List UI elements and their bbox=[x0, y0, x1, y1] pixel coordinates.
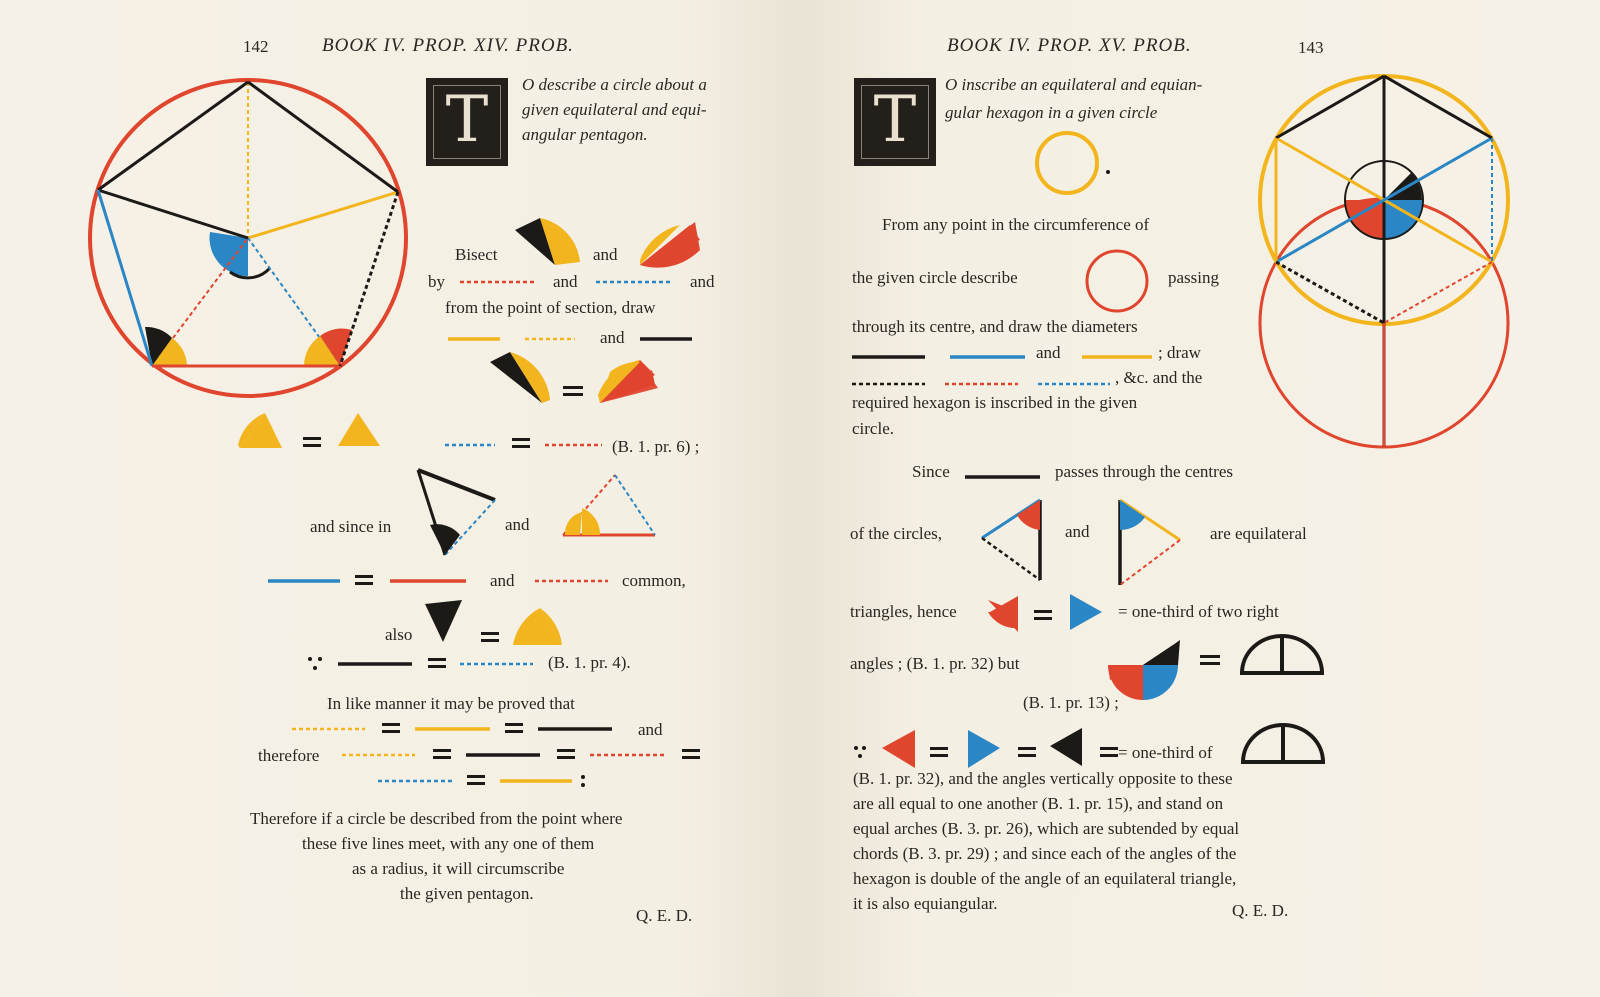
and-word: and bbox=[1036, 343, 1061, 362]
hence-row-glyphs bbox=[988, 594, 1102, 632]
qed-left: Q. E. D. bbox=[636, 906, 693, 925]
body-line-2: are all equal to one another (B. 1. pr. 15), and stand on bbox=[853, 794, 1224, 813]
common-lines-row bbox=[268, 575, 608, 585]
etc-and-the: , &c. and the bbox=[1115, 368, 1203, 387]
conclusion-line-3: as a radius, it will circumscribe bbox=[352, 859, 565, 878]
given-circle-glyph bbox=[1037, 133, 1097, 193]
common-word: common, bbox=[622, 571, 686, 590]
one-third-two-right: = one-third of two right bbox=[1118, 602, 1279, 621]
qed-right: Q. E. D. bbox=[1232, 901, 1289, 920]
reference-b1-pr13: (B. 1. pr. 13) ; bbox=[1023, 693, 1119, 712]
like-manner-line: In like manner it may be proved that bbox=[327, 694, 575, 713]
running-header-left: BOOK IV. PROP. XIV. PROB. bbox=[322, 35, 574, 56]
conclusion-line-4: the given pentagon. bbox=[400, 884, 534, 903]
right-page bbox=[800, 0, 1600, 997]
through-centre-line: through its centre, and draw the diameters bbox=[852, 317, 1138, 336]
pentagon-circumscribed-figure bbox=[90, 80, 406, 396]
page-number-left: 142 bbox=[243, 37, 269, 56]
since-in-triangles bbox=[418, 470, 655, 555]
therefore-word: therefore bbox=[258, 746, 320, 765]
are-equilateral: are equilateral bbox=[1210, 524, 1307, 543]
page-number-right: 143 bbox=[1298, 38, 1324, 57]
body-line-5: hexagon is double of the angle of an equilateral triangle, bbox=[853, 869, 1237, 888]
and-word: and bbox=[505, 515, 530, 534]
body-line-1: (B. 1. pr. 32), and the angles vertically opposite to these bbox=[853, 769, 1233, 788]
passing-word: passing bbox=[1168, 268, 1219, 287]
dropcap-letter: T bbox=[445, 83, 489, 157]
intro-line-1: O inscribe an equilateral and equian- bbox=[945, 75, 1203, 94]
yellow-triangles-row bbox=[238, 413, 602, 448]
and-word: and bbox=[593, 245, 618, 264]
from-any-point-line: From any point in the circumference of bbox=[882, 215, 1150, 234]
of-the-circles: of the circles, bbox=[850, 524, 943, 543]
and-word: and bbox=[600, 328, 625, 347]
dropcap-left bbox=[426, 78, 508, 166]
circle-word: circle. bbox=[852, 419, 894, 438]
three-angles-glyph bbox=[1108, 636, 1322, 700]
by-word: by bbox=[428, 272, 445, 291]
reference-b1-pr6: (B. 1. pr. 6) ; bbox=[612, 437, 700, 456]
intro-line-1: O describe a circle about a bbox=[522, 75, 707, 94]
passes-through-line: passes through the centres bbox=[1055, 462, 1233, 481]
also-word: also bbox=[385, 625, 413, 644]
body-line-6: it is also equiangular. bbox=[853, 894, 998, 913]
also-row-glyphs bbox=[425, 600, 562, 645]
conclusion-line-2: these five lines meet, with any one of them bbox=[302, 834, 595, 853]
triangles-hence: triangles, hence bbox=[850, 602, 957, 621]
from-point-line: from the point of section, draw bbox=[445, 298, 656, 317]
angle-equality-row bbox=[490, 352, 658, 403]
diameter-swatches bbox=[852, 357, 1152, 384]
reference-b1-pr4: (B. 1. pr. 4). bbox=[548, 653, 631, 672]
body-line-4: chords (B. 3. pr. 29) ; and since each of the angles of the bbox=[853, 844, 1237, 863]
hexagon-inscribed-figure bbox=[1260, 76, 1508, 447]
and-word: and bbox=[1065, 522, 1090, 541]
required-line: required hexagon is inscribed in the given bbox=[852, 393, 1138, 412]
and-word: and bbox=[553, 272, 578, 291]
angles-ref-line: angles ; (B. 1. pr. 32) but bbox=[850, 654, 1020, 673]
dropcap-letter: T bbox=[873, 83, 917, 157]
dropcap-right bbox=[854, 78, 936, 166]
given-circle-describe: the given circle describe bbox=[852, 268, 1018, 287]
conclusion-line-1: Therefore if a circle be described from the point where bbox=[250, 809, 623, 828]
draw-word: ; draw bbox=[1158, 343, 1201, 362]
bisect-word: Bisect bbox=[455, 245, 498, 264]
and-word: and bbox=[638, 720, 663, 739]
body-line-3: equal arches (B. 3. pr. 26), which are subtended by equal bbox=[853, 819, 1240, 838]
describe-circle-glyph bbox=[1087, 251, 1147, 311]
intro-line-2: gular hexagon in a given circle bbox=[945, 103, 1158, 122]
one-third-of: = one-third of bbox=[1118, 743, 1213, 762]
running-header-right: BOOK IV. PROP. XV. PROB. bbox=[947, 35, 1192, 56]
therefore-lines-1 bbox=[308, 657, 533, 670]
and-since-in: and since in bbox=[310, 517, 392, 536]
intro-line-2: given equilateral and equi- bbox=[522, 100, 707, 119]
therefore-angles-row bbox=[854, 725, 1323, 768]
since-word: Since bbox=[912, 462, 950, 481]
intro-line-3: angular pentagon. bbox=[522, 125, 648, 144]
and-word: and bbox=[690, 272, 715, 291]
and-word: and bbox=[490, 571, 515, 590]
